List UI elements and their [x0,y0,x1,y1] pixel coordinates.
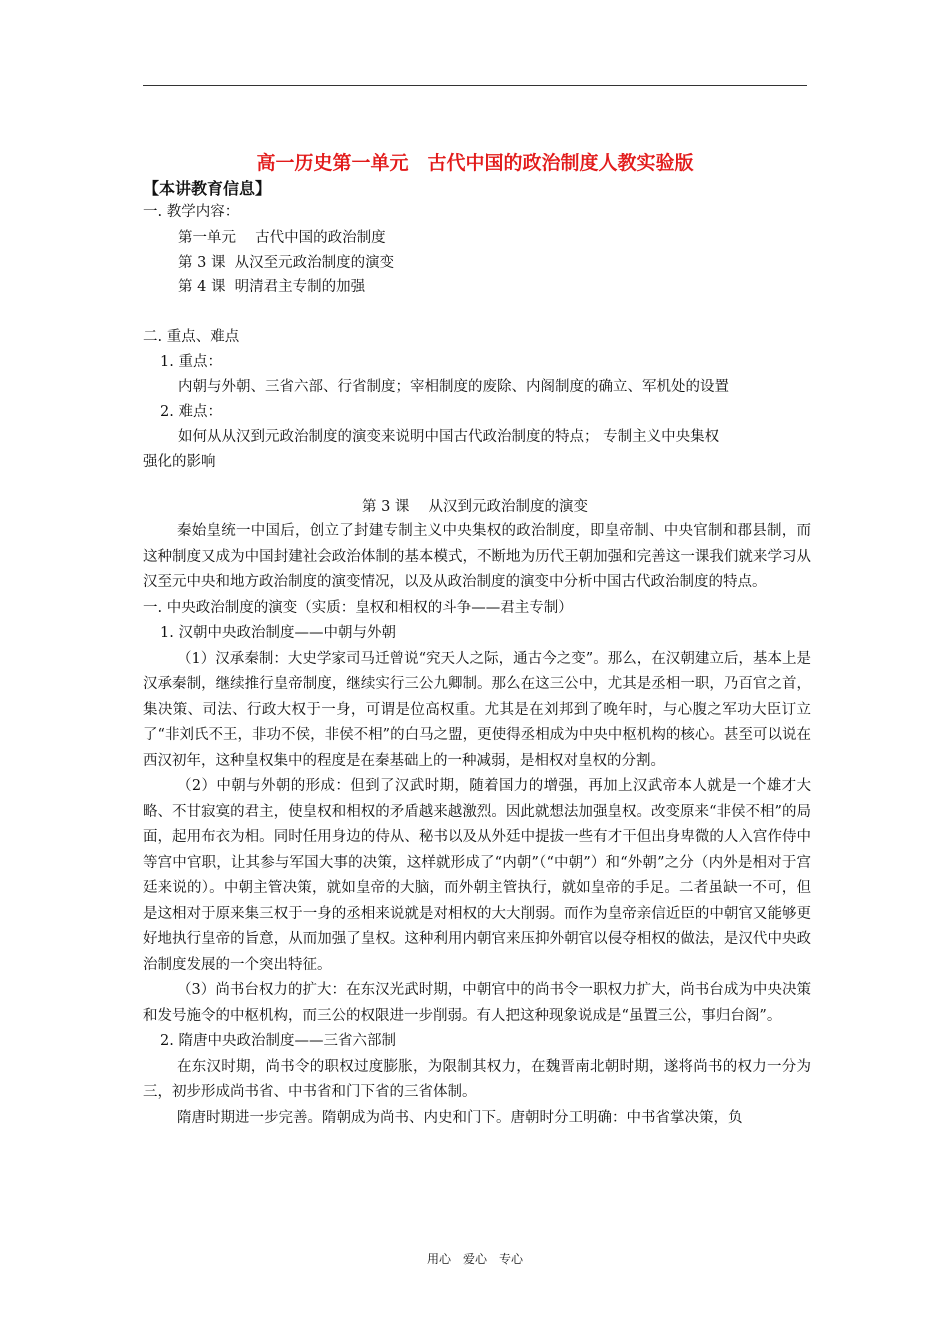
section-key-points: 二. 重点、难点 [143,329,240,345]
paragraph-shangshu: （3）尚书台权力的扩大：在东汉光武时期，中朝官中的尚书令一职权力扩大，尚书台成为中央决策和发号施令的中枢机构，而三公的权限进一步削弱。有人把这种现象说成是“虽置三公，事归台阁”。 [143,982,811,1024]
document-title: 高一历史第一单元 古代中国的政治制度人教实验版 [256,152,694,174]
unit-line: 第一单元 古代中国的政治制度 [178,230,386,246]
lesson-heading: 第 3 课 从汉到元政治制度的演变 [361,499,589,515]
header-rule [143,85,807,86]
paragraph-han-qin: （1）汉承秦制：大史学家司马迁曾说“究天人之际，通古今之变”。那么，在汉朝建立后，基本上是汉承秦制，继续推行皇帝制度，继续实行三公九卿制。那么在这三公中，尤其是丞相一职，乃百官之首，集决策、司法、行政大权于一身，可谓是位高权重。尤其是在刘邦到了晚年时，与心腹之军功大臣订立了“非刘氏不王，非功不侯，非侯不相”的白马之盟，更使得丞相成为中央中枢机构的核心。甚至可以说在西汉初年，这种皇权集中的程度是在秦基础上的一种减弱，是相权对皇权的分割。 [143,650,811,769]
difficulty-text: 如何从从汉到元政治制度的演变来说明中国古代政治制度的特点； 专制主义中央集权 [178,429,720,445]
page-footer: 用心 爱心 专心 [426,1252,523,1266]
paragraph-sui-tang: 隋唐时期进一步完善。隋朝成为尚书、内史和门下。唐朝时分工明确：中书省掌决策，负 [177,1109,743,1126]
difficulty-text-cont: 强化的影响 [143,454,216,470]
lesson4-line: 第 4 课 明清君主专制的加强 [178,279,366,295]
sui-tang-subheading: 2. 隋唐中央政治制度——三省六部制 [160,1033,396,1049]
section-teaching-content: 一. 教学内容： [143,204,240,220]
key-point-label: 1. 重点： [160,354,222,370]
paragraph-three-departments: 在东汉时期，尚书令的职权过度膨胀，为限制其权力，在魏晋南北朝时期，遂将尚书的权力一分为三，初步形成尚书省、中书省和门下省的三省体制。 [143,1058,811,1100]
lesson3-line: 第 3 课 从汉至元政治制度的演变 [178,255,395,271]
part1-heading: 一. 中央政治制度的演变（实质：皇权和相权的斗争——君主专制） [143,599,573,616]
key-point-text: 内朝与外朝、三省六部、行省制度；宰相制度的废除、内阁制度的确立、军机处的设置 [178,379,729,395]
paragraph-inner-outer-court: （2）中朝与外朝的形成：但到了汉武时期，随着国力的增强，再加上汉武帝本人就是一个雄才大略、不甘寂寞的君主，使皇权和相权的矛盾越来越激烈。因此就想法加强皇权。改变原来“非侯不相”的局面，起用布衣为相。同时任用身边的侍从、秘书以及从外廷中提拔一些有才干但出身卑微的人入宫作侍中等宫中官职，让其参与军国大事的决策，这样就形成了“内朝”（“中朝”）和“外朝”之分（内外是相对于宫廷来说的）。中朝主管决策，就如皇帝的大脑，而外朝主管执行，就如皇帝的手足。二者虽缺一不可，但是这相对于原来集三权于一身的丞相来说就是对相权的大大削弱。而作为皇帝亲信近臣的中朝官又能够更好地执行皇帝的旨意，从而加强了皇权。这种利用内朝官来压抑外朝官以侵夺相权的做法，是汉代中央政治制度发展的一个突出特征。 [143,778,811,973]
info-heading: 【本讲教育信息】 [143,179,272,198]
intro-paragraph: 秦始皇统一中国后，创立了封建专制主义中央集权的政治制度，即皇帝制、中央官制和郡县制，而这种制度又成为中国封建社会政治体制的基本模式，不断地为历代王朝加强和完善这一课我们就来学习从汉至元中央和地方政治制度的演变情况，以及从政治制度的演变中分析中国古代政治制度的特点。 [143,523,811,590]
lesson-body [143,519,811,1131]
han-subheading: 1. 汉朝中央政治制度——中朝与外朝 [160,625,396,641]
difficulty-label: 2. 难点： [160,404,222,420]
